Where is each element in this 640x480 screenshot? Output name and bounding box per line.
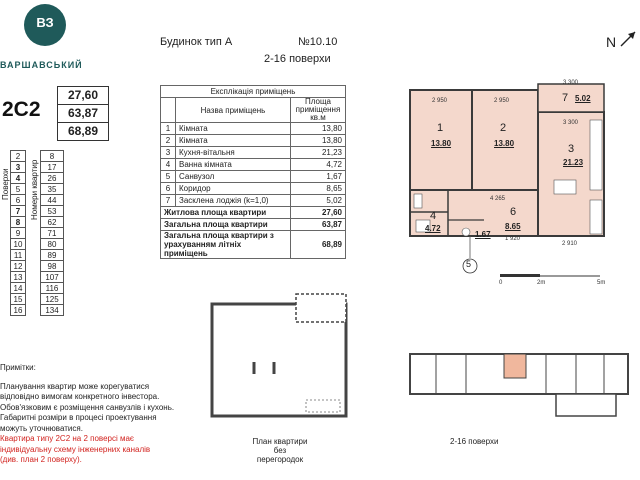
apartment-number: 53 — [41, 206, 64, 217]
floor-number: 5 — [11, 184, 26, 195]
apartment-number: 26 — [41, 173, 64, 184]
note-warning-line: Квартира типу 2С2 на 2 поверсі має — [0, 434, 135, 443]
apartment-number: 71 — [41, 228, 64, 239]
room-area-value: 1,67 — [291, 171, 346, 183]
floor-row — [11, 206, 64, 217]
room-area-value: 13,80 — [291, 123, 346, 135]
floor-number: 3 — [11, 162, 26, 173]
total-area-value: 68,89 — [291, 231, 346, 259]
room-index: 6 — [161, 183, 176, 195]
apartment-number: 107 — [41, 272, 64, 283]
room-area-value: 4,72 — [291, 159, 346, 171]
room-6-number: 6 — [510, 206, 517, 218]
living-area-value: 27,60 — [58, 87, 108, 105]
apartment-number: 35 — [41, 184, 64, 195]
note-warning-line: індивідуальну схему інженерних каналів — [0, 444, 151, 454]
shell-caption-line2: без перегородок — [256, 446, 304, 464]
room-1-number: 1 — [437, 122, 444, 134]
room-3-area: 21.23 — [563, 158, 584, 167]
note-line: Обов'язковим є розміщення санвузлів і кухонь. — [0, 402, 175, 412]
room-name: Коридор — [176, 183, 291, 195]
floor-number: 15 — [11, 294, 26, 305]
apartment-number: 125 — [41, 294, 64, 305]
room-name: Ванна кімната — [176, 159, 291, 171]
room-7-area: 5.02 — [575, 94, 591, 103]
floor-number: 9 — [11, 228, 26, 239]
room-index: 1 — [161, 123, 176, 135]
floor-number: 7 — [11, 206, 26, 217]
room-area-value: 8,65 — [291, 183, 346, 195]
scale-label-0: 0 — [499, 280, 503, 286]
floor-row — [11, 151, 64, 162]
apartment-code: 2С2 — [2, 98, 41, 121]
floor-number: 6 — [11, 195, 26, 206]
floor-row — [11, 261, 64, 272]
floor-row — [11, 250, 64, 261]
floors-label: Поверхи — [1, 168, 10, 200]
floor-row — [11, 184, 64, 195]
room-2-area: 13.80 — [494, 139, 515, 148]
logo-name: ВАРШАВСЬКИЙ — [0, 60, 83, 70]
dim-label: 4 265 — [490, 196, 506, 202]
floor-row — [11, 272, 64, 283]
floor-row — [11, 195, 64, 206]
floor-key-caption: 2-16 поверхи — [450, 437, 499, 446]
floor-key-plan — [406, 350, 636, 432]
apartment-number: 89 — [41, 250, 64, 261]
note-warning-line: (див. план 2 поверху). — [0, 455, 82, 464]
room-index: 5 — [161, 171, 176, 183]
compass-label: N — [606, 34, 617, 50]
note-line: Планування квартир може корегуватися — [0, 381, 150, 391]
floor-number: 2 — [11, 151, 26, 162]
room-area-value: 13,80 — [291, 135, 346, 147]
explication-total-row — [161, 231, 346, 259]
total-area-value: 63,87 — [291, 219, 346, 231]
room-index: 4 — [161, 159, 176, 171]
explication-total-row — [161, 207, 346, 219]
explication-row — [161, 135, 346, 147]
entrance-number: 5 — [466, 259, 472, 269]
col-area-header: Площа приміщення кв.м — [291, 98, 346, 123]
total-area-summer-value: 68,89 — [67, 124, 99, 138]
room-area-value: 5,02 — [291, 195, 346, 207]
floor-number: 10 — [11, 239, 26, 250]
room-6-area: 8.65 — [505, 222, 521, 231]
shell-caption — [250, 437, 310, 464]
floor-row — [11, 162, 64, 173]
apartment-areas — [57, 86, 109, 141]
notes-title: Примітки: — [0, 363, 36, 372]
floor-row — [11, 305, 64, 316]
room-index: 2 — [161, 135, 176, 147]
apartment-number: 44 — [41, 195, 64, 206]
room-area-value: 21,23 — [291, 147, 346, 159]
room-4-number: 4 — [430, 210, 437, 222]
total-name: Загальна площа квартири з урахуванням літніх приміщень — [161, 231, 291, 259]
notes — [0, 363, 174, 466]
room-2-number: 2 — [500, 122, 507, 134]
building-number: №10.10 — [298, 36, 338, 48]
scale-label-5m: 5m — [597, 280, 606, 286]
compass-north — [606, 34, 616, 50]
floor-row — [11, 294, 64, 305]
room-name: Кухня-вітальня — [176, 147, 291, 159]
explication-row — [161, 123, 346, 135]
floor-number: 13 — [11, 272, 26, 283]
room-4-area: 4.72 — [425, 224, 441, 233]
dim-label: 3 300 — [563, 120, 579, 126]
floor-number: 11 — [11, 250, 26, 261]
total-area-value: 63,87 — [58, 105, 108, 123]
apartment-number: 80 — [41, 239, 64, 250]
apartment-number: 8 — [41, 151, 64, 162]
apartment-number: 116 — [41, 283, 64, 294]
dim-label: 2 910 — [562, 241, 578, 247]
scale-label-2m: 2m — [537, 280, 546, 286]
apartment-number: 62 — [41, 217, 64, 228]
shell-plan — [210, 292, 350, 422]
floor-row — [11, 228, 64, 239]
room-name: Кімната — [176, 123, 291, 135]
note-line: Габаритні розміри в процесі проектування — [0, 413, 157, 422]
explication-row — [161, 159, 346, 171]
total-name: Загальна площа квартири — [161, 219, 291, 231]
floor-number: 4 — [11, 173, 26, 184]
apartment-number: 98 — [41, 261, 64, 272]
dim-label: 3 300 — [563, 80, 579, 86]
room-5-area: 1.67 — [475, 230, 491, 239]
explication-row — [161, 147, 346, 159]
room-name: Санвузол — [176, 171, 291, 183]
note-line: відповідно вимогам конкретного інвестора. — [0, 392, 160, 401]
room-3-number: 3 — [568, 143, 575, 155]
explication-total-row — [161, 219, 346, 231]
total-area-value: 27,60 — [291, 207, 346, 219]
apartment-number: 134 — [41, 305, 64, 316]
room-1-area: 13.80 — [431, 139, 452, 148]
room-index: 3 — [161, 147, 176, 159]
floor-row — [11, 217, 64, 228]
room-name: Кімната — [176, 135, 291, 147]
total-name: Житлова площа квартири — [161, 207, 291, 219]
floors-range: 2-16 поверхи — [264, 53, 331, 65]
building-type: Будинок тип А — [160, 36, 233, 48]
floor-number: 16 — [11, 305, 26, 316]
explication-row — [161, 183, 346, 195]
floor-number: 12 — [11, 261, 26, 272]
explication-title: Експлікація приміщень — [161, 86, 346, 98]
apartment-number: 17 — [41, 162, 64, 173]
shell-caption-line1: План квартири — [252, 437, 308, 446]
logo-letters: ВЗ — [36, 15, 54, 30]
explication-row — [161, 171, 346, 183]
dim-label: 1 920 — [505, 236, 521, 242]
floor-number: 14 — [11, 283, 26, 294]
floor-table — [10, 150, 64, 316]
apartment-plan — [404, 80, 640, 280]
explication-table — [160, 85, 346, 259]
compass-arrow-icon — [619, 30, 637, 48]
apartment-numbers-label: Номери квартир — [30, 159, 39, 220]
floor-row — [11, 283, 64, 294]
explication-row — [161, 195, 346, 207]
floor-number: 8 — [11, 217, 26, 228]
col-name-header: Назва приміщень — [176, 98, 291, 123]
dim-label: 2 950 — [494, 98, 510, 104]
room-7-number: 7 — [562, 92, 569, 104]
room-name: Засклена лоджія (k=1,0) — [176, 195, 291, 207]
floor-row — [11, 173, 64, 184]
dim-label: 2 950 — [432, 98, 448, 104]
room-index: 7 — [161, 195, 176, 207]
note-line: можуть уточнюватися. — [0, 423, 83, 433]
floor-row — [11, 239, 64, 250]
